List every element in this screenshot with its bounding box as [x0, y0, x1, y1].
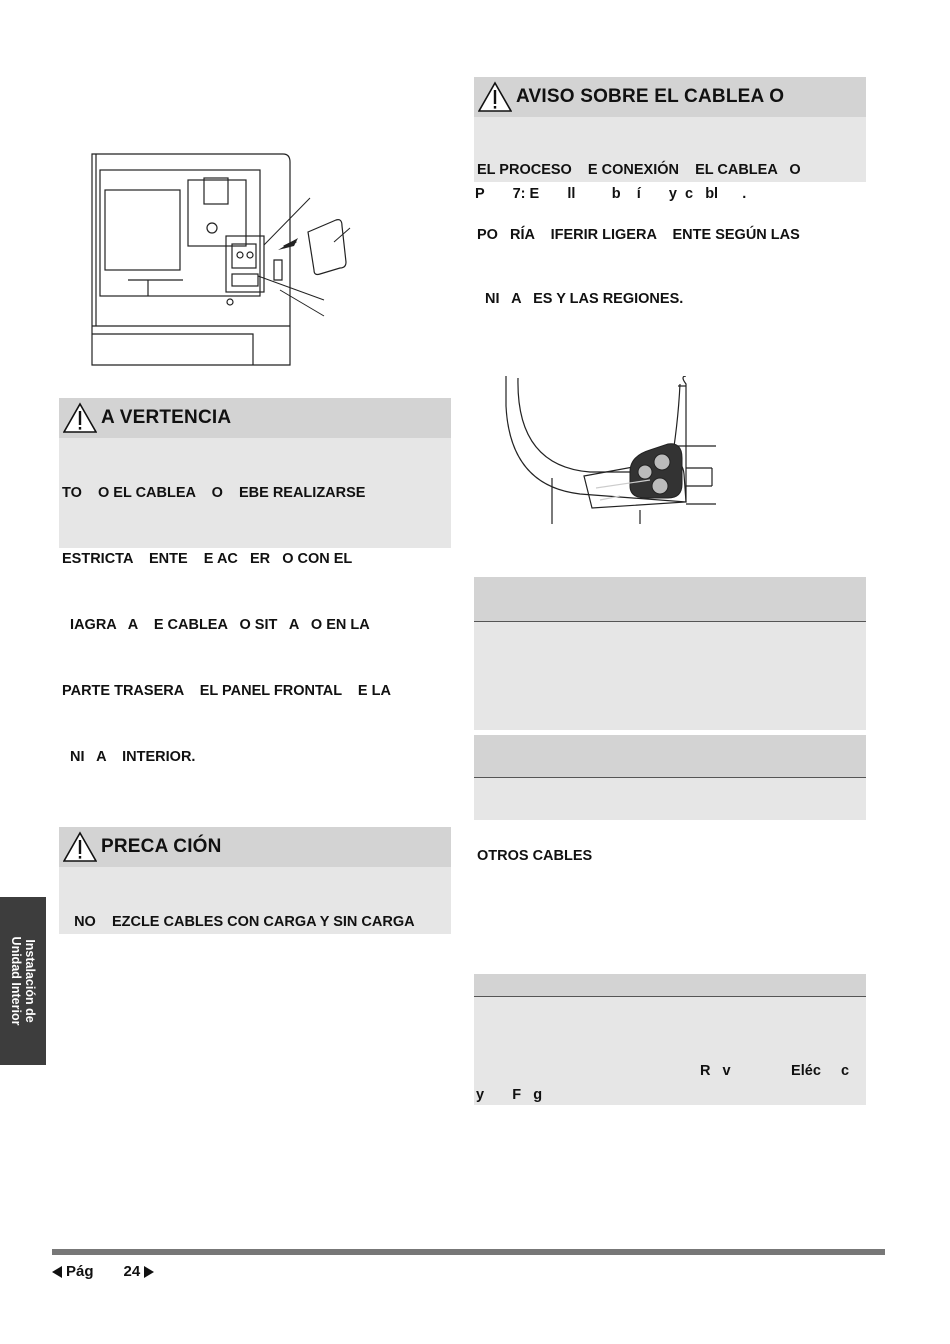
- footer-rule: [52, 1249, 885, 1255]
- side-tab-label: [9, 906, 37, 1056]
- aviso-line: PO RÍA IFERIR LIGERA ENTE SEGÚN LAS: [477, 226, 800, 243]
- prev-page-icon[interactable]: [52, 1266, 62, 1278]
- advertencia-line: IAGRA A E CABLEA O SIT A O EN LA: [62, 617, 370, 633]
- page-footer: [52, 1263, 154, 1280]
- section-side-tab: [0, 897, 46, 1065]
- warning-triangle-icon: [478, 81, 512, 113]
- next-page-icon[interactable]: [144, 1266, 154, 1278]
- page-number: 24: [123, 1263, 141, 1280]
- aviso-title: AVISO SOBRE EL CABLEA O: [516, 86, 785, 107]
- side-tab-line1: Instalación de: [23, 939, 37, 1023]
- precaucion-title: PRECA CIÓN: [101, 836, 222, 857]
- precaucion-body: [59, 867, 451, 934]
- aviso-header: [474, 77, 866, 118]
- page-label: Pág: [66, 1263, 94, 1280]
- warning-triangle-icon: [63, 831, 97, 863]
- entrelace-line: OTROS CABLES: [477, 848, 593, 864]
- side-tab-line2: Unidad Interior: [9, 936, 23, 1026]
- advertencia-header: [59, 398, 451, 439]
- advertencia-body: [59, 438, 451, 765]
- entrelace-header: [474, 735, 866, 864]
- advertencia-line: ESTRICTA ENTE E AC ER O CON EL: [62, 551, 353, 567]
- enrolle-header: [474, 974, 866, 997]
- advertencia-line: PARTE TRASERA EL PANEL FRONTAL E LA: [62, 683, 391, 699]
- enrolle-text-a: R v Eléc c: [700, 1063, 850, 1079]
- indoor-unit-wiring-figure: [88, 150, 368, 368]
- advertencia-line: NI A INTERIOR.: [62, 749, 196, 765]
- drain-pipe-figure: [500, 376, 726, 526]
- entrelace-body: [474, 778, 866, 820]
- figure-caption: P 7: E ll b í y c bl .: [475, 186, 747, 202]
- aviso-line: NI A ES Y LAS REGIONES.: [477, 291, 684, 307]
- manguera-header: [474, 577, 866, 622]
- warning-triangle-icon: [63, 402, 97, 434]
- aviso-line: EL PROCESO E CONEXIÓN EL CABLEA O: [477, 162, 801, 178]
- enrolle-body: [474, 997, 866, 1105]
- advertencia-line: TO O EL CABLEA O EBE REALIZARSE: [62, 485, 366, 501]
- manguera-body: [474, 622, 866, 730]
- enrolle-text-b: y F g: [476, 1087, 543, 1103]
- advertencia-title: A VERTENCIA: [101, 407, 232, 428]
- precaucion-header: [59, 827, 451, 868]
- precaucion-line: NO EZCLE CABLES CON CARGA Y SIN CARGA: [62, 914, 415, 930]
